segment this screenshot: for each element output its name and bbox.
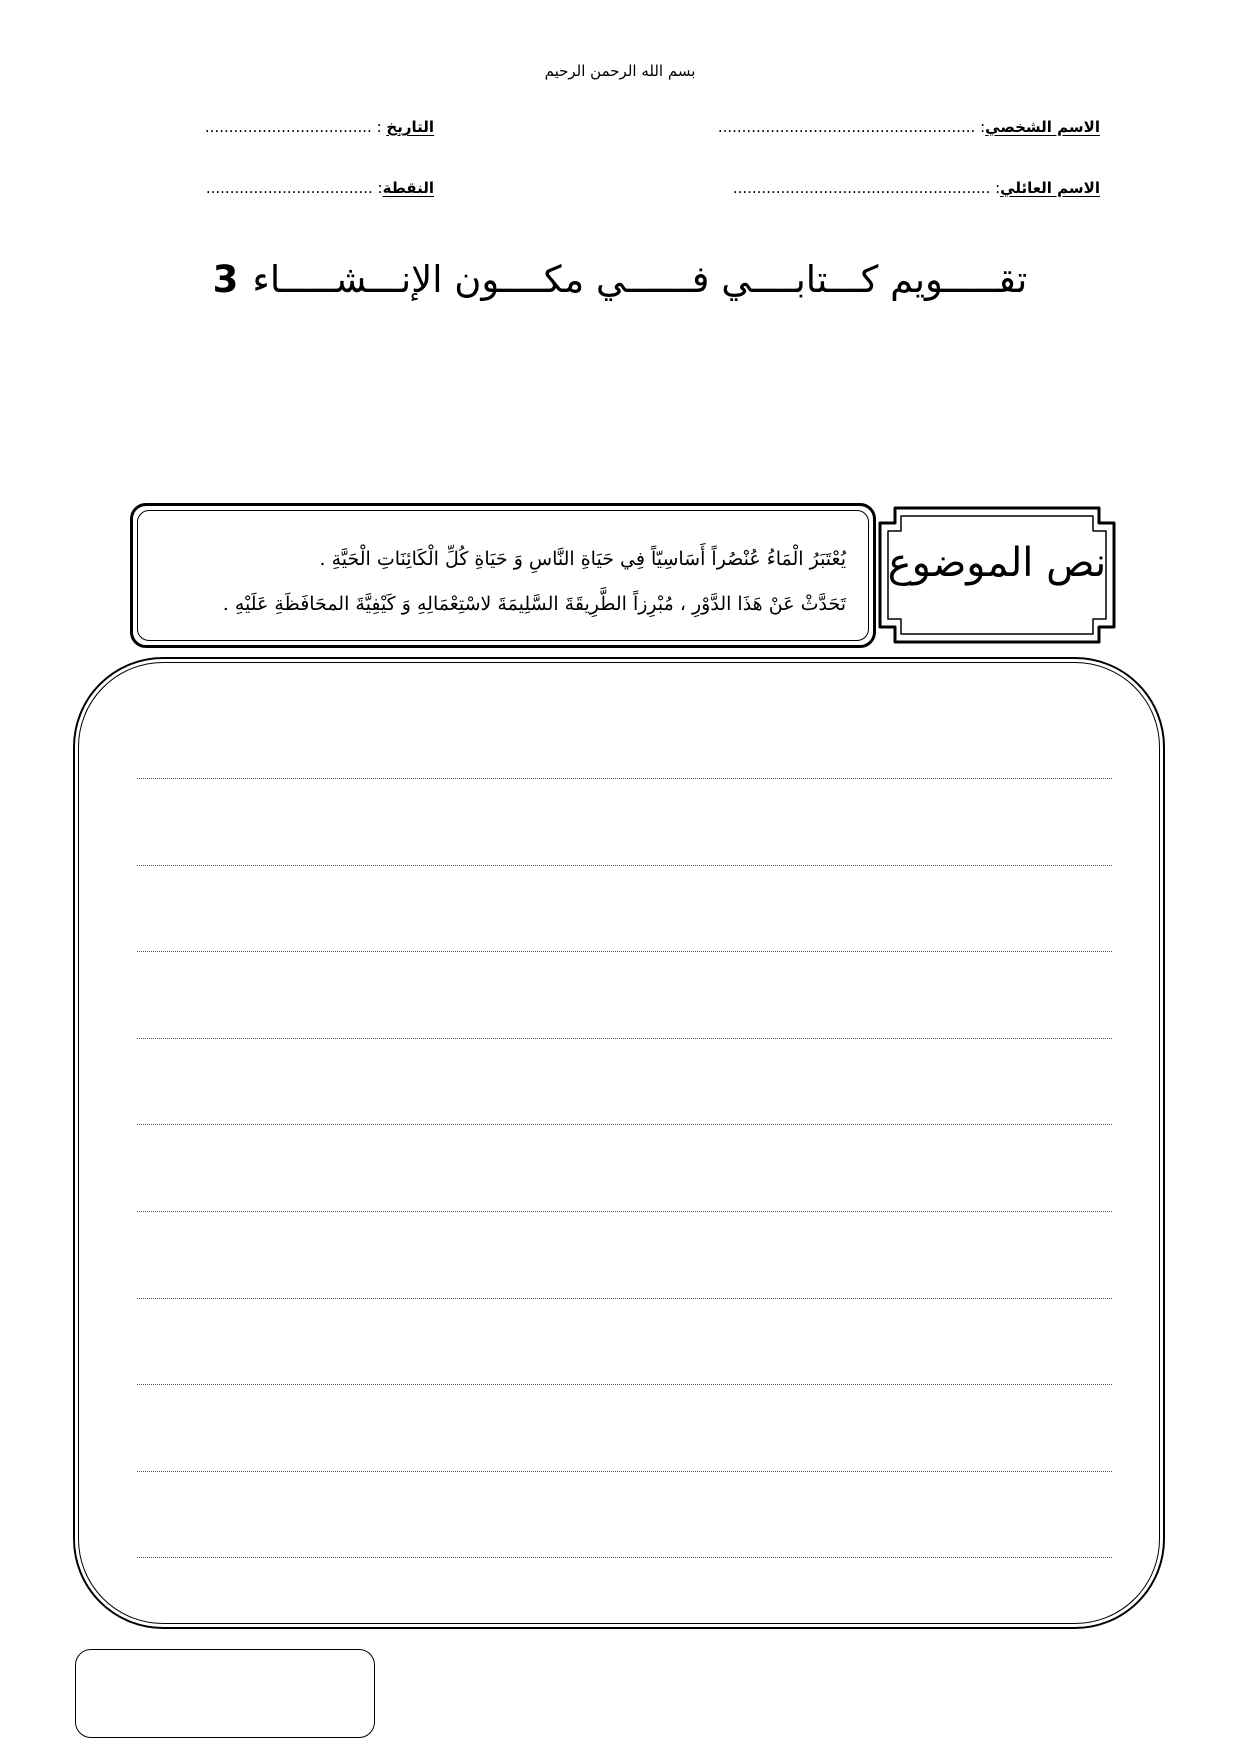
last-name-field[interactable]: الاسم العائلي: ...................................................... <box>732 179 1100 197</box>
first-name-field[interactable]: الاسم الشخصي: ...................................................... <box>717 118 1100 136</box>
writing-line[interactable] <box>137 1471 1112 1472</box>
writing-line[interactable] <box>137 1298 1112 1299</box>
writing-line[interactable] <box>137 778 1112 779</box>
date-label: التاريخ <box>386 118 434 136</box>
date-field[interactable]: التاريخ : ................................... <box>204 118 434 136</box>
writing-line[interactable] <box>137 865 1112 866</box>
writing-line[interactable] <box>137 1557 1112 1558</box>
writing-line[interactable] <box>137 951 1112 952</box>
writing-line[interactable] <box>137 1211 1112 1212</box>
score-box[interactable] <box>75 1649 375 1738</box>
first-name-label: الاسم الشخصي <box>985 118 1100 136</box>
basmala: بسم الله الرحمن الرحيم <box>544 62 696 80</box>
last-name-blank[interactable]: ...................................................... <box>732 179 991 197</box>
first-name-blank[interactable]: ...................................................... <box>717 118 976 136</box>
prompt-line-2: تَحَدَّثْ عَنْ هَذَا الدَّوْرِ ، مُبْرِزاً الطَّرِيقَةَ السَّلِيمَةَ لاسْتِعْمَالِهِ وَ كَيْفِيَّةَ المحَافَظَةِ عَلَيْهِ . <box>222 593 846 615</box>
title-number: 3 <box>212 258 239 301</box>
writing-line[interactable] <box>137 1038 1112 1039</box>
grade-field[interactable]: النقطة: ................................... <box>205 179 434 197</box>
grade-blank[interactable]: ................................... <box>205 179 373 197</box>
topic-label: نص الموضوع <box>887 540 1107 586</box>
topic-label-box <box>877 505 1117 645</box>
date-blank[interactable]: ................................... <box>204 118 372 136</box>
prompt-line-1: يُعْتَبَرُ الْمَاءُ عُنْصُراً أَسَاسِيّاً فِي حَيَاةِ النَّاسِ وَ حَيَاةِ كُلِّ الْكَائِنَاتِ الْحَيَّةِ . <box>319 548 846 570</box>
writing-line[interactable] <box>137 1384 1112 1385</box>
topic-prompt-box <box>130 503 876 648</box>
page-title <box>0 258 1240 301</box>
writing-line[interactable] <box>137 1124 1112 1125</box>
title-text: تقـــــويم كـــتابــــي فــــــي مكــــون الإنـــشـــــاء <box>252 258 1028 301</box>
last-name-label: الاسم العائلي <box>1000 179 1100 197</box>
writing-inner-border <box>78 662 1160 1624</box>
writing-area[interactable] <box>73 657 1165 1629</box>
grade-label: النقطة <box>382 179 434 197</box>
topic-prompt <box>156 537 846 627</box>
